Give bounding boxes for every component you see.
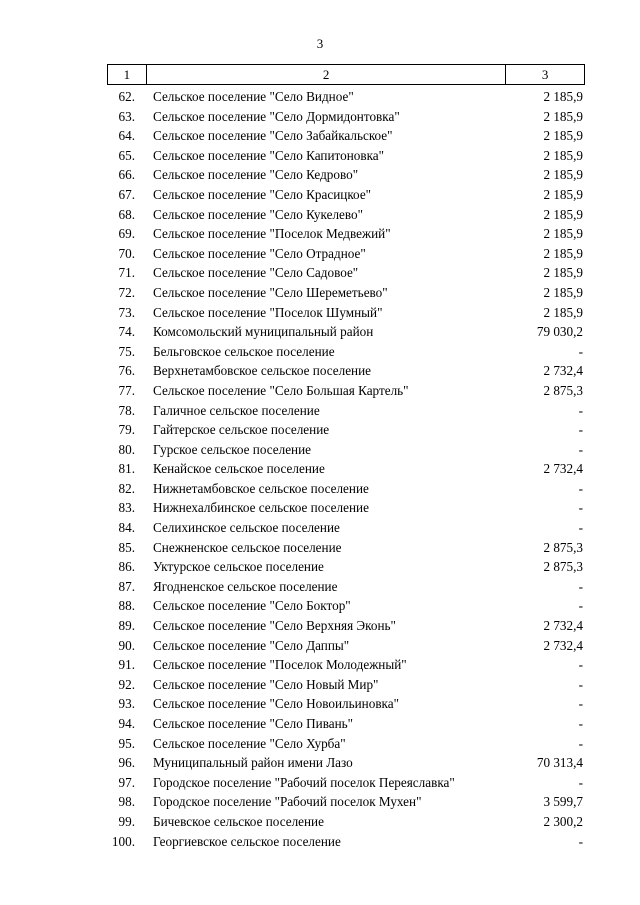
table-row	[0, 557, 640, 577]
row-number: 87.	[118, 578, 135, 594]
row-value: -	[578, 833, 583, 849]
row-value: 2 185,9	[543, 89, 583, 104]
table-row	[0, 832, 640, 852]
row-name: Бельговское сельское поселение	[153, 343, 335, 359]
table-row	[0, 675, 640, 695]
table-row	[0, 714, 640, 734]
row-value: -	[578, 696, 583, 712]
row-name: Нижнетамбовское сельское поселение	[153, 480, 369, 496]
row-name: Муниципальный район имени Лазо	[153, 755, 353, 771]
row-value: 2 732,4	[543, 637, 583, 653]
row-name: Сельское поселение "Село Новый Мир"	[153, 676, 379, 692]
row-value: -	[578, 774, 583, 790]
row-value: -	[578, 422, 583, 438]
row-number: 86.	[118, 559, 135, 575]
row-value: 70 313,4	[536, 755, 583, 771]
row-number: 74.	[118, 324, 135, 340]
row-name: Ягодненское сельское поселение	[153, 578, 338, 594]
row-name: Сельское поселение "Село Пивань"	[153, 716, 354, 731]
table-row	[0, 342, 640, 362]
header-col-3: 3	[506, 65, 585, 85]
row-value: 2 185,9	[543, 284, 583, 300]
row-number: 77.	[118, 382, 135, 398]
row-name: Бичевское сельское поселение	[153, 813, 324, 829]
page-number: 3	[316, 36, 324, 51]
row-number: 92.	[118, 676, 135, 692]
row-number: 90.	[118, 637, 135, 653]
row-name: Нижнехалбинское сельское поселение	[153, 500, 369, 516]
row-name: Сельское поселение "Село Дормидонтовка"	[153, 108, 400, 124]
row-value: -	[578, 402, 583, 418]
row-value: -	[578, 520, 583, 536]
row-name: Сельское поселение "Село Кукелево"	[153, 206, 363, 222]
row-number: 62.	[118, 89, 135, 104]
row-number: 71.	[118, 265, 135, 281]
row-value: -	[578, 480, 583, 496]
row-value: 2 185,9	[543, 186, 583, 202]
header-col-2: 2	[146, 65, 505, 85]
row-name: Сельское поселение "Поселок Молодежный"	[153, 657, 407, 673]
table-row	[0, 420, 640, 440]
row-value: 2 875,3	[543, 539, 583, 555]
table-row	[0, 303, 640, 323]
table-row	[0, 734, 640, 754]
row-value: 2 185,9	[543, 226, 583, 242]
row-number: 100.	[111, 833, 135, 849]
table-row	[0, 283, 640, 303]
row-value: -	[578, 500, 583, 516]
row-number: 64.	[118, 128, 135, 144]
table-row	[0, 518, 640, 538]
table-row	[0, 146, 640, 166]
row-name: Георгиевское сельское поселение	[153, 833, 341, 849]
table-row	[0, 459, 640, 479]
table-row	[0, 479, 640, 499]
table-row	[0, 753, 640, 773]
row-number: 91.	[118, 657, 135, 673]
row-value: -	[578, 676, 583, 692]
row-name: Сельское поселение "Село Садовое"	[153, 265, 359, 281]
table-row	[0, 596, 640, 616]
row-value: 2 185,9	[543, 206, 583, 222]
row-name: Сельское поселение "Поселок Шумный"	[153, 304, 383, 320]
row-name: Сельское поселение "Село Капитоновка"	[153, 147, 385, 163]
row-number: 70.	[118, 245, 135, 261]
table-row	[0, 773, 640, 793]
row-value: -	[578, 343, 583, 359]
row-name: Уктурское сельское поселение	[153, 559, 324, 575]
table-row	[0, 381, 640, 401]
row-value: 79 030,2	[536, 324, 583, 340]
row-number: 68.	[118, 206, 135, 222]
row-value: 3 599,7	[543, 794, 583, 810]
row-number: 99.	[118, 813, 135, 829]
row-name: Сельское поселение "Поселок Медвежий"	[153, 226, 391, 242]
row-name: Городское поселение "Рабочий поселок Переяславка"	[153, 774, 455, 790]
row-number: 78.	[118, 402, 135, 418]
row-value: -	[578, 441, 583, 457]
row-number: 88.	[118, 598, 135, 614]
row-value: -	[578, 735, 583, 751]
row-number: 93.	[118, 696, 135, 712]
row-number: 98.	[118, 794, 135, 810]
row-value: 2 185,9	[543, 167, 583, 183]
row-number: 79.	[118, 422, 135, 438]
row-value: -	[578, 657, 583, 673]
table-header	[107, 64, 585, 85]
row-name: Сельское поселение "Село Красицкое"	[153, 186, 372, 202]
row-name: Снежненское сельское поселение	[153, 539, 342, 555]
row-number: 94.	[118, 716, 135, 731]
row-number: 84.	[118, 520, 135, 536]
row-name: Сельское поселение "Село Новоильиновка"	[153, 696, 399, 712]
table-row	[0, 498, 640, 518]
row-name: Сельское поселение "Село Верхняя Эконь"	[153, 618, 396, 634]
row-value: 2 185,9	[543, 245, 583, 261]
table-row	[0, 636, 640, 656]
row-value: 2 732,4	[543, 618, 583, 634]
table-row	[0, 185, 640, 205]
row-number: 83.	[118, 500, 135, 516]
table-row	[0, 263, 640, 283]
row-name: Галичное сельское поселение	[153, 402, 320, 418]
row-value: 2 732,4	[543, 461, 583, 477]
row-number: 67.	[118, 186, 135, 202]
table-row	[0, 244, 640, 264]
row-number: 69.	[118, 226, 135, 242]
row-number: 81.	[118, 461, 135, 477]
row-name: Сельское поселение "Село Боктор"	[153, 598, 351, 614]
table-row	[0, 126, 640, 146]
row-name: Верхнетамбовское сельское поселение	[153, 363, 372, 379]
row-number: 76.	[118, 363, 135, 379]
header-col-1: 1	[108, 65, 147, 85]
table-row	[0, 655, 640, 675]
row-value: 2 875,3	[543, 559, 583, 575]
row-value: 2 732,4	[543, 363, 583, 379]
row-number: 73.	[118, 304, 135, 320]
table-row	[0, 577, 640, 597]
row-value: -	[578, 716, 583, 731]
row-number: 89.	[118, 618, 135, 634]
row-number: 95.	[118, 735, 135, 751]
row-value: -	[578, 578, 583, 594]
row-name: Сельское поселение "Село Большая Картель"	[153, 382, 409, 398]
table-row	[0, 792, 640, 812]
table-row	[0, 361, 640, 381]
row-name: Гайтерское сельское поселение	[153, 422, 330, 438]
row-value: 2 185,9	[543, 147, 583, 163]
row-value: 2 185,9	[543, 265, 583, 281]
table-row	[0, 694, 640, 714]
row-name: Сельское поселение "Село Отрадное"	[153, 245, 366, 261]
table-row	[0, 205, 640, 225]
table-row	[0, 322, 640, 342]
row-value: -	[578, 598, 583, 614]
row-name: Гурское сельское поселение	[153, 441, 312, 457]
row-number: 80.	[118, 441, 135, 457]
row-number: 75.	[118, 343, 135, 359]
row-number: 85.	[118, 539, 135, 555]
table-row	[0, 107, 640, 127]
row-name: Сельское поселение "Село Хурба"	[153, 735, 346, 751]
row-number: 97.	[118, 774, 135, 790]
row-number: 65.	[118, 147, 135, 163]
row-name: Кенайское сельское поселение	[153, 461, 325, 477]
row-name: Сельское поселение "Село Шереметьево"	[153, 284, 388, 300]
row-name: Сельское поселение "Село Видное"	[153, 89, 354, 104]
row-number: 96.	[118, 755, 135, 771]
row-value: 2 185,9	[543, 108, 583, 124]
table-row	[0, 224, 640, 244]
row-number: 66.	[118, 167, 135, 183]
table-row	[0, 440, 640, 460]
table-row	[0, 538, 640, 558]
row-name: Сельское поселение "Село Даппы"	[153, 637, 350, 653]
table-row	[0, 616, 640, 636]
row-name: Сельское поселение "Село Забайкальское"	[153, 128, 393, 144]
row-name: Комсомольский муниципальный район	[153, 324, 374, 340]
row-name: Городское поселение "Рабочий поселок Мухен"	[153, 794, 422, 810]
table-body	[0, 87, 640, 851]
row-number: 82.	[118, 480, 135, 496]
row-value: 2 300,2	[543, 813, 583, 829]
row-value: 2 185,9	[543, 304, 583, 320]
row-value: 2 185,9	[543, 128, 583, 144]
row-name: Селихинское сельское поселение	[153, 520, 340, 536]
table-row	[0, 87, 640, 107]
row-value: 2 875,3	[543, 382, 583, 398]
table-row	[0, 812, 640, 832]
row-number: 72.	[118, 284, 135, 300]
table-row	[0, 401, 640, 421]
row-number: 63.	[118, 108, 135, 124]
table-row	[0, 165, 640, 185]
row-name: Сельское поселение "Село Кедрово"	[153, 167, 359, 183]
